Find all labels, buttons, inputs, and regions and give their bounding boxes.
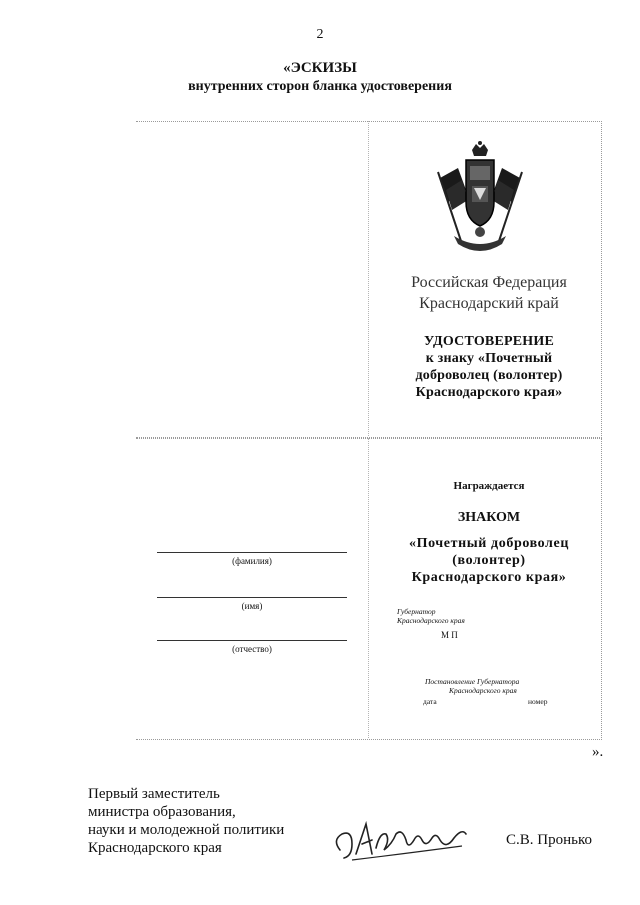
badge-name-line1: «Почетный доброволец: [408, 536, 569, 551]
position-line: Краснодарского края: [88, 840, 222, 856]
surname-line: [157, 552, 347, 553]
governor-line2: Краснодарского края: [397, 616, 465, 625]
document-heading: «ЭСКИЗЫ: [283, 60, 357, 76]
certificate-title: УДОСТОВЕРЕНИЕ: [424, 334, 554, 349]
certificate-subtitle-line2: доброволец (волонтер): [415, 368, 563, 383]
decree-line2: Краснодарского края: [449, 686, 517, 695]
document-subheading: внутренних сторон бланка удостоверения: [188, 79, 452, 94]
position-line: министра образования,: [88, 804, 236, 820]
page-number: 2: [316, 27, 324, 42]
badge-name-line2: (волонтер): [452, 553, 526, 568]
fold-line: [368, 438, 369, 738]
patronymic-field-label: (отчество): [232, 644, 272, 654]
patronymic-line: [157, 640, 347, 641]
handwritten-signature-icon: [322, 810, 472, 870]
region-label: Краснодарский край: [419, 295, 559, 312]
krasnodar-coat-of-arms-icon: [432, 140, 528, 260]
position-line: Первый заместитель: [88, 786, 220, 802]
position-line: науки и молодежной политики: [88, 822, 285, 838]
name-line: [157, 597, 347, 598]
seal-place-label: М П: [441, 630, 458, 640]
country-label: Российская Федерация: [411, 274, 567, 291]
date-label: дата: [423, 697, 437, 706]
awarded-label: Награждается: [453, 480, 525, 492]
signatory-position: [88, 785, 284, 857]
decree-line1: Постановление Губернатора: [425, 677, 520, 686]
name-field-label: (имя): [241, 601, 263, 611]
fold-line: [368, 121, 369, 436]
certificate-subtitle-line1: к знаку «Почетный: [425, 351, 553, 366]
certificate-subtitle-line3: Краснодарского края»: [415, 385, 563, 400]
number-label: номер: [528, 697, 548, 706]
signatory-name: С.В. Пронько: [506, 832, 592, 848]
surname-field-label: (фамилия): [232, 556, 272, 566]
badge-name-line3: Краснодарского края»: [411, 570, 567, 585]
governor-line1: Губернатор: [397, 607, 436, 616]
badge-label: ЗНАКОМ: [457, 510, 521, 525]
closing-quote: ».: [592, 744, 604, 760]
